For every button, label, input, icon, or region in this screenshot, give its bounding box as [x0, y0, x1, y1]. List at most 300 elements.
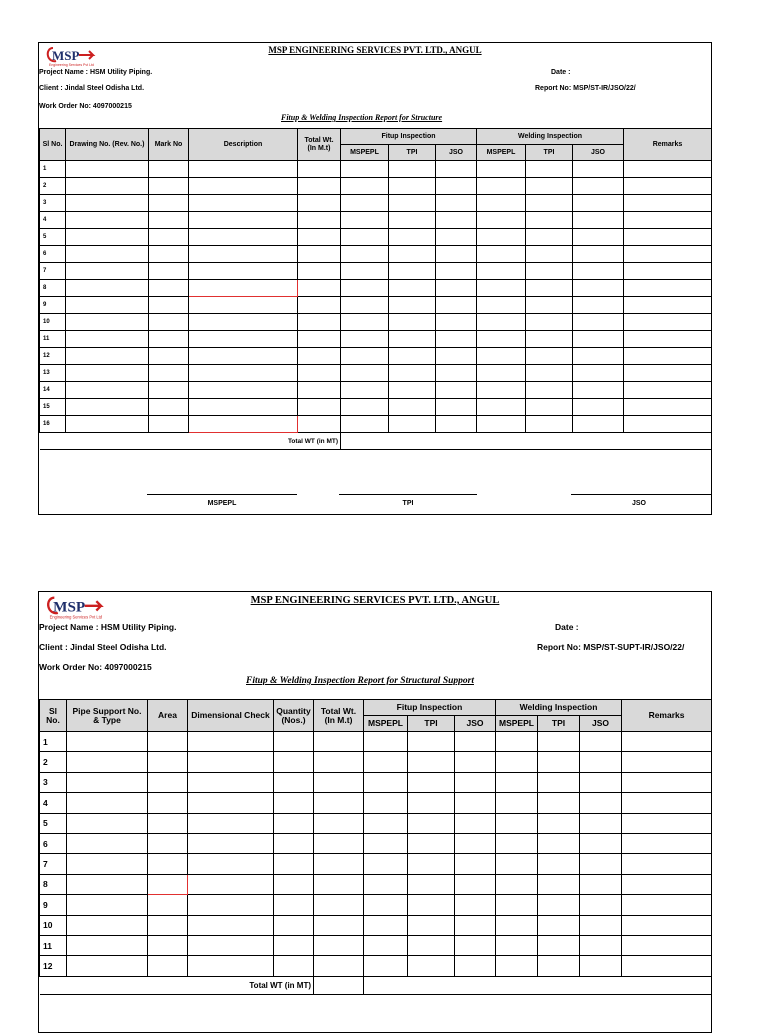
- table-cell[interactable]: [341, 263, 389, 280]
- table-cell[interactable]: [149, 314, 189, 331]
- table-cell[interactable]: [455, 752, 496, 772]
- table-cell[interactable]: [455, 854, 496, 874]
- table-cell[interactable]: [189, 331, 298, 348]
- table-cell[interactable]: [455, 793, 496, 813]
- table-cell[interactable]: [526, 195, 573, 212]
- table-cell[interactable]: [538, 956, 580, 976]
- table-cell[interactable]: [188, 772, 274, 792]
- table-cell[interactable]: [622, 874, 712, 894]
- table-cell[interactable]: [624, 280, 712, 297]
- table-cell[interactable]: [408, 752, 455, 772]
- table-cell[interactable]: [274, 793, 314, 813]
- table-cell[interactable]: [436, 348, 477, 365]
- table-cell[interactable]: [622, 935, 712, 955]
- table-cell[interactable]: [274, 732, 314, 752]
- table-cell[interactable]: [477, 297, 526, 314]
- table-cell[interactable]: [389, 416, 436, 433]
- table-cell[interactable]: [580, 752, 622, 772]
- table-cell[interactable]: [436, 365, 477, 382]
- table-cell[interactable]: [624, 263, 712, 280]
- table-cell[interactable]: [148, 772, 188, 792]
- table-cell[interactable]: [580, 854, 622, 874]
- table-cell[interactable]: [573, 229, 624, 246]
- table-cell[interactable]: [67, 956, 148, 976]
- table-cell[interactable]: [408, 874, 455, 894]
- table-cell[interactable]: [389, 246, 436, 263]
- table-cell[interactable]: [149, 229, 189, 246]
- table-cell[interactable]: [298, 229, 341, 246]
- table-cell[interactable]: [364, 935, 408, 955]
- table-cell[interactable]: [274, 874, 314, 894]
- table-cell[interactable]: [624, 348, 712, 365]
- table-cell[interactable]: [149, 297, 189, 314]
- table-cell[interactable]: [455, 915, 496, 935]
- table-cell[interactable]: [624, 314, 712, 331]
- table-cell[interactable]: [624, 382, 712, 399]
- table-cell[interactable]: [477, 314, 526, 331]
- table-cell[interactable]: [526, 382, 573, 399]
- table-cell[interactable]: [389, 382, 436, 399]
- table-cell[interactable]: [526, 246, 573, 263]
- table-cell[interactable]: [526, 229, 573, 246]
- table-cell[interactable]: [189, 161, 298, 178]
- table-cell[interactable]: [573, 348, 624, 365]
- table-cell[interactable]: [314, 833, 364, 853]
- table-cell[interactable]: [66, 416, 149, 433]
- table-cell[interactable]: [455, 874, 496, 894]
- table-cell[interactable]: [314, 895, 364, 915]
- table-cell[interactable]: [389, 212, 436, 229]
- table-cell[interactable]: [496, 793, 538, 813]
- table-cell[interactable]: [526, 297, 573, 314]
- table-cell[interactable]: [624, 229, 712, 246]
- table-cell[interactable]: [477, 331, 526, 348]
- table-cell[interactable]: [526, 161, 573, 178]
- table-cell[interactable]: [148, 833, 188, 853]
- table-cell[interactable]: [538, 772, 580, 792]
- table-cell[interactable]: [188, 752, 274, 772]
- table-cell[interactable]: [298, 348, 341, 365]
- table-cell[interactable]: [314, 915, 364, 935]
- table-cell[interactable]: [622, 833, 712, 853]
- table-cell[interactable]: [526, 416, 573, 433]
- table-cell[interactable]: [189, 297, 298, 314]
- table-cell[interactable]: [66, 399, 149, 416]
- table-cell[interactable]: [496, 772, 538, 792]
- table-cell[interactable]: [341, 365, 389, 382]
- table-cell[interactable]: [580, 793, 622, 813]
- table-cell[interactable]: [364, 833, 408, 853]
- table-cell[interactable]: [573, 280, 624, 297]
- table-cell[interactable]: [149, 246, 189, 263]
- table-cell[interactable]: [455, 833, 496, 853]
- table-cell[interactable]: [538, 854, 580, 874]
- table-cell[interactable]: [67, 874, 148, 894]
- table-cell[interactable]: [66, 178, 149, 195]
- table-cell[interactable]: [67, 915, 148, 935]
- table-cell[interactable]: [298, 382, 341, 399]
- table-cell[interactable]: [496, 935, 538, 955]
- table-cell[interactable]: [364, 732, 408, 752]
- table-cell[interactable]: [408, 732, 455, 752]
- table-cell[interactable]: [389, 331, 436, 348]
- table-cell[interactable]: [341, 314, 389, 331]
- table-cell[interactable]: [496, 813, 538, 833]
- table-cell[interactable]: [622, 854, 712, 874]
- table-cell[interactable]: [67, 833, 148, 853]
- table-cell[interactable]: [188, 833, 274, 853]
- table-cell[interactable]: [341, 382, 389, 399]
- table-cell[interactable]: [274, 833, 314, 853]
- table-cell[interactable]: [67, 854, 148, 874]
- table-cell[interactable]: [314, 752, 364, 772]
- table-cell[interactable]: [624, 331, 712, 348]
- table-cell[interactable]: [526, 399, 573, 416]
- table-cell[interactable]: [189, 416, 298, 433]
- table-cell[interactable]: [477, 161, 526, 178]
- table-cell[interactable]: [364, 956, 408, 976]
- table-cell[interactable]: [622, 793, 712, 813]
- table-cell[interactable]: [189, 229, 298, 246]
- table-cell[interactable]: [624, 161, 712, 178]
- table-cell[interactable]: [188, 935, 274, 955]
- table-cell[interactable]: [314, 854, 364, 874]
- table-cell[interactable]: [526, 212, 573, 229]
- table-cell[interactable]: [149, 365, 189, 382]
- table-cell[interactable]: [389, 280, 436, 297]
- table-cell[interactable]: [436, 314, 477, 331]
- table-cell[interactable]: [573, 382, 624, 399]
- table-cell[interactable]: [436, 178, 477, 195]
- table-cell[interactable]: [274, 772, 314, 792]
- table-cell[interactable]: [408, 935, 455, 955]
- table-cell[interactable]: [188, 813, 274, 833]
- table-cell[interactable]: [298, 195, 341, 212]
- table-cell[interactable]: [189, 280, 298, 297]
- table-cell[interactable]: [149, 416, 189, 433]
- table-cell[interactable]: [364, 854, 408, 874]
- table-cell[interactable]: [622, 956, 712, 976]
- table-cell[interactable]: [408, 813, 455, 833]
- table-cell[interactable]: [389, 178, 436, 195]
- table-cell[interactable]: [189, 314, 298, 331]
- table-cell[interactable]: [477, 382, 526, 399]
- table-cell[interactable]: [477, 399, 526, 416]
- table-cell[interactable]: [274, 895, 314, 915]
- table-cell[interactable]: [477, 212, 526, 229]
- table-cell[interactable]: [189, 348, 298, 365]
- table-cell[interactable]: [148, 956, 188, 976]
- table-cell[interactable]: [436, 229, 477, 246]
- table-cell[interactable]: [624, 178, 712, 195]
- table-cell[interactable]: [622, 915, 712, 935]
- table-cell[interactable]: [477, 246, 526, 263]
- table-cell[interactable]: [67, 793, 148, 813]
- table-cell[interactable]: [274, 935, 314, 955]
- table-cell[interactable]: [149, 382, 189, 399]
- table-cell[interactable]: [188, 915, 274, 935]
- table-cell[interactable]: [538, 752, 580, 772]
- table-cell[interactable]: [622, 895, 712, 915]
- table-cell[interactable]: [496, 854, 538, 874]
- signature-line-tpi[interactable]: [339, 494, 477, 495]
- table-cell[interactable]: [538, 895, 580, 915]
- table-cell[interactable]: [496, 956, 538, 976]
- table-cell[interactable]: [408, 772, 455, 792]
- table-cell[interactable]: [314, 772, 364, 792]
- table-cell[interactable]: [477, 178, 526, 195]
- table-cell[interactable]: [298, 212, 341, 229]
- table-cell[interactable]: [580, 935, 622, 955]
- table-cell[interactable]: [189, 365, 298, 382]
- table-cell[interactable]: [341, 195, 389, 212]
- table-cell[interactable]: [573, 161, 624, 178]
- table-cell[interactable]: [538, 732, 580, 752]
- table-cell[interactable]: [573, 263, 624, 280]
- table-cell[interactable]: [455, 813, 496, 833]
- table-cell[interactable]: [455, 935, 496, 955]
- table-cell[interactable]: [455, 895, 496, 915]
- table-cell[interactable]: [408, 895, 455, 915]
- table-cell[interactable]: [526, 178, 573, 195]
- table-cell[interactable]: [66, 280, 149, 297]
- table-cell[interactable]: [408, 833, 455, 853]
- table-cell[interactable]: [573, 195, 624, 212]
- table-cell[interactable]: [624, 365, 712, 382]
- total-wt-value[interactable]: [314, 976, 364, 994]
- table-cell[interactable]: [148, 915, 188, 935]
- table-cell[interactable]: [148, 752, 188, 772]
- table-cell[interactable]: [188, 956, 274, 976]
- table-cell[interactable]: [477, 280, 526, 297]
- table-cell[interactable]: [477, 416, 526, 433]
- table-cell[interactable]: [436, 382, 477, 399]
- table-cell[interactable]: [66, 314, 149, 331]
- table-cell[interactable]: [67, 732, 148, 752]
- table-cell[interactable]: [526, 263, 573, 280]
- table-cell[interactable]: [538, 915, 580, 935]
- table-cell[interactable]: [436, 263, 477, 280]
- table-cell[interactable]: [298, 178, 341, 195]
- table-cell[interactable]: [538, 833, 580, 853]
- table-cell[interactable]: [341, 297, 389, 314]
- table-cell[interactable]: [455, 956, 496, 976]
- table-cell[interactable]: [149, 178, 189, 195]
- table-cell[interactable]: [364, 874, 408, 894]
- table-cell[interactable]: [188, 854, 274, 874]
- table-cell[interactable]: [66, 297, 149, 314]
- table-cell[interactable]: [389, 263, 436, 280]
- table-cell[interactable]: [298, 331, 341, 348]
- table-cell[interactable]: [477, 229, 526, 246]
- table-cell[interactable]: [341, 331, 389, 348]
- table-cell[interactable]: [189, 399, 298, 416]
- table-cell[interactable]: [149, 399, 189, 416]
- table-cell[interactable]: [622, 813, 712, 833]
- table-cell[interactable]: [67, 935, 148, 955]
- table-cell[interactable]: [66, 161, 149, 178]
- table-cell[interactable]: [274, 956, 314, 976]
- table-cell[interactable]: [67, 752, 148, 772]
- table-cell[interactable]: [573, 178, 624, 195]
- table-cell[interactable]: [389, 314, 436, 331]
- table-cell[interactable]: [298, 246, 341, 263]
- table-cell[interactable]: [389, 365, 436, 382]
- table-cell[interactable]: [624, 416, 712, 433]
- table-cell[interactable]: [341, 178, 389, 195]
- table-cell[interactable]: [148, 874, 188, 894]
- table-cell[interactable]: [341, 212, 389, 229]
- table-cell[interactable]: [189, 382, 298, 399]
- table-cell[interactable]: [274, 915, 314, 935]
- table-cell[interactable]: [436, 280, 477, 297]
- table-cell[interactable]: [526, 314, 573, 331]
- table-cell[interactable]: [66, 263, 149, 280]
- table-cell[interactable]: [364, 793, 408, 813]
- table-cell[interactable]: [148, 793, 188, 813]
- table-cell[interactable]: [624, 246, 712, 263]
- table-cell[interactable]: [580, 895, 622, 915]
- table-cell[interactable]: [436, 161, 477, 178]
- table-cell[interactable]: [408, 915, 455, 935]
- table-cell[interactable]: [477, 195, 526, 212]
- table-cell[interactable]: [496, 833, 538, 853]
- table-cell[interactable]: [66, 348, 149, 365]
- table-cell[interactable]: [526, 280, 573, 297]
- table-cell[interactable]: [364, 813, 408, 833]
- table-cell[interactable]: [622, 752, 712, 772]
- table-cell[interactable]: [408, 854, 455, 874]
- table-cell[interactable]: [298, 365, 341, 382]
- table-cell[interactable]: [66, 212, 149, 229]
- table-cell[interactable]: [624, 297, 712, 314]
- table-cell[interactable]: [298, 314, 341, 331]
- table-cell[interactable]: [149, 212, 189, 229]
- table-cell[interactable]: [573, 331, 624, 348]
- table-cell[interactable]: [364, 772, 408, 792]
- table-cell[interactable]: [496, 895, 538, 915]
- table-cell[interactable]: [341, 229, 389, 246]
- table-cell[interactable]: [189, 178, 298, 195]
- table-cell[interactable]: [580, 732, 622, 752]
- table-cell[interactable]: [455, 732, 496, 752]
- table-cell[interactable]: [341, 348, 389, 365]
- table-cell[interactable]: [298, 416, 341, 433]
- table-cell[interactable]: [573, 246, 624, 263]
- table-cell[interactable]: [573, 212, 624, 229]
- table-cell[interactable]: [573, 297, 624, 314]
- signature-line-jso[interactable]: [571, 494, 711, 495]
- table-cell[interactable]: [389, 297, 436, 314]
- table-cell[interactable]: [538, 935, 580, 955]
- table-cell[interactable]: [298, 297, 341, 314]
- table-cell[interactable]: [526, 365, 573, 382]
- table-cell[interactable]: [580, 915, 622, 935]
- table-cell[interactable]: [298, 161, 341, 178]
- table-cell[interactable]: [148, 813, 188, 833]
- table-cell[interactable]: [622, 732, 712, 752]
- table-cell[interactable]: [149, 161, 189, 178]
- table-cell[interactable]: [341, 161, 389, 178]
- table-cell[interactable]: [149, 263, 189, 280]
- table-cell[interactable]: [189, 246, 298, 263]
- table-cell[interactable]: [496, 915, 538, 935]
- table-cell[interactable]: [573, 314, 624, 331]
- table-cell[interactable]: [408, 956, 455, 976]
- table-cell[interactable]: [624, 399, 712, 416]
- table-cell[interactable]: [188, 895, 274, 915]
- table-cell[interactable]: [436, 297, 477, 314]
- table-cell[interactable]: [436, 246, 477, 263]
- table-cell[interactable]: [496, 732, 538, 752]
- table-cell[interactable]: [148, 732, 188, 752]
- table-cell[interactable]: [538, 813, 580, 833]
- table-cell[interactable]: [496, 752, 538, 772]
- table-cell[interactable]: [477, 263, 526, 280]
- table-cell[interactable]: [477, 348, 526, 365]
- table-cell[interactable]: [274, 854, 314, 874]
- table-cell[interactable]: [66, 331, 149, 348]
- table-cell[interactable]: [538, 793, 580, 813]
- table-cell[interactable]: [580, 772, 622, 792]
- table-cell[interactable]: [341, 399, 389, 416]
- table-cell[interactable]: [149, 195, 189, 212]
- table-cell[interactable]: [389, 399, 436, 416]
- table-cell[interactable]: [477, 365, 526, 382]
- table-cell[interactable]: [67, 772, 148, 792]
- table-cell[interactable]: [148, 854, 188, 874]
- table-cell[interactable]: [624, 212, 712, 229]
- table-cell[interactable]: [436, 416, 477, 433]
- table-cell[interactable]: [580, 874, 622, 894]
- table-cell[interactable]: [364, 915, 408, 935]
- table-cell[interactable]: [364, 752, 408, 772]
- table-cell[interactable]: [66, 246, 149, 263]
- table-cell[interactable]: [580, 833, 622, 853]
- table-cell[interactable]: [526, 348, 573, 365]
- table-cell[interactable]: [274, 813, 314, 833]
- table-cell[interactable]: [188, 874, 274, 894]
- table-cell[interactable]: [364, 895, 408, 915]
- table-cell[interactable]: [573, 399, 624, 416]
- table-cell[interactable]: [573, 416, 624, 433]
- table-cell[interactable]: [298, 399, 341, 416]
- signature-line-mspepl[interactable]: [147, 494, 297, 495]
- table-cell[interactable]: [580, 956, 622, 976]
- table-cell[interactable]: [149, 348, 189, 365]
- table-cell[interactable]: [189, 195, 298, 212]
- table-cell[interactable]: [436, 195, 477, 212]
- table-cell[interactable]: [341, 416, 389, 433]
- table-cell[interactable]: [341, 280, 389, 297]
- table-cell[interactable]: [496, 874, 538, 894]
- table-cell[interactable]: [148, 895, 188, 915]
- table-cell[interactable]: [314, 793, 364, 813]
- table-cell[interactable]: [189, 263, 298, 280]
- table-cell[interactable]: [188, 732, 274, 752]
- table-cell[interactable]: [314, 935, 364, 955]
- table-cell[interactable]: [622, 772, 712, 792]
- table-cell[interactable]: [408, 793, 455, 813]
- table-cell[interactable]: [298, 263, 341, 280]
- table-cell[interactable]: [624, 195, 712, 212]
- table-cell[interactable]: [436, 399, 477, 416]
- table-cell[interactable]: [67, 895, 148, 915]
- table-cell[interactable]: [298, 280, 341, 297]
- table-cell[interactable]: [580, 813, 622, 833]
- table-cell[interactable]: [526, 331, 573, 348]
- table-cell[interactable]: [436, 331, 477, 348]
